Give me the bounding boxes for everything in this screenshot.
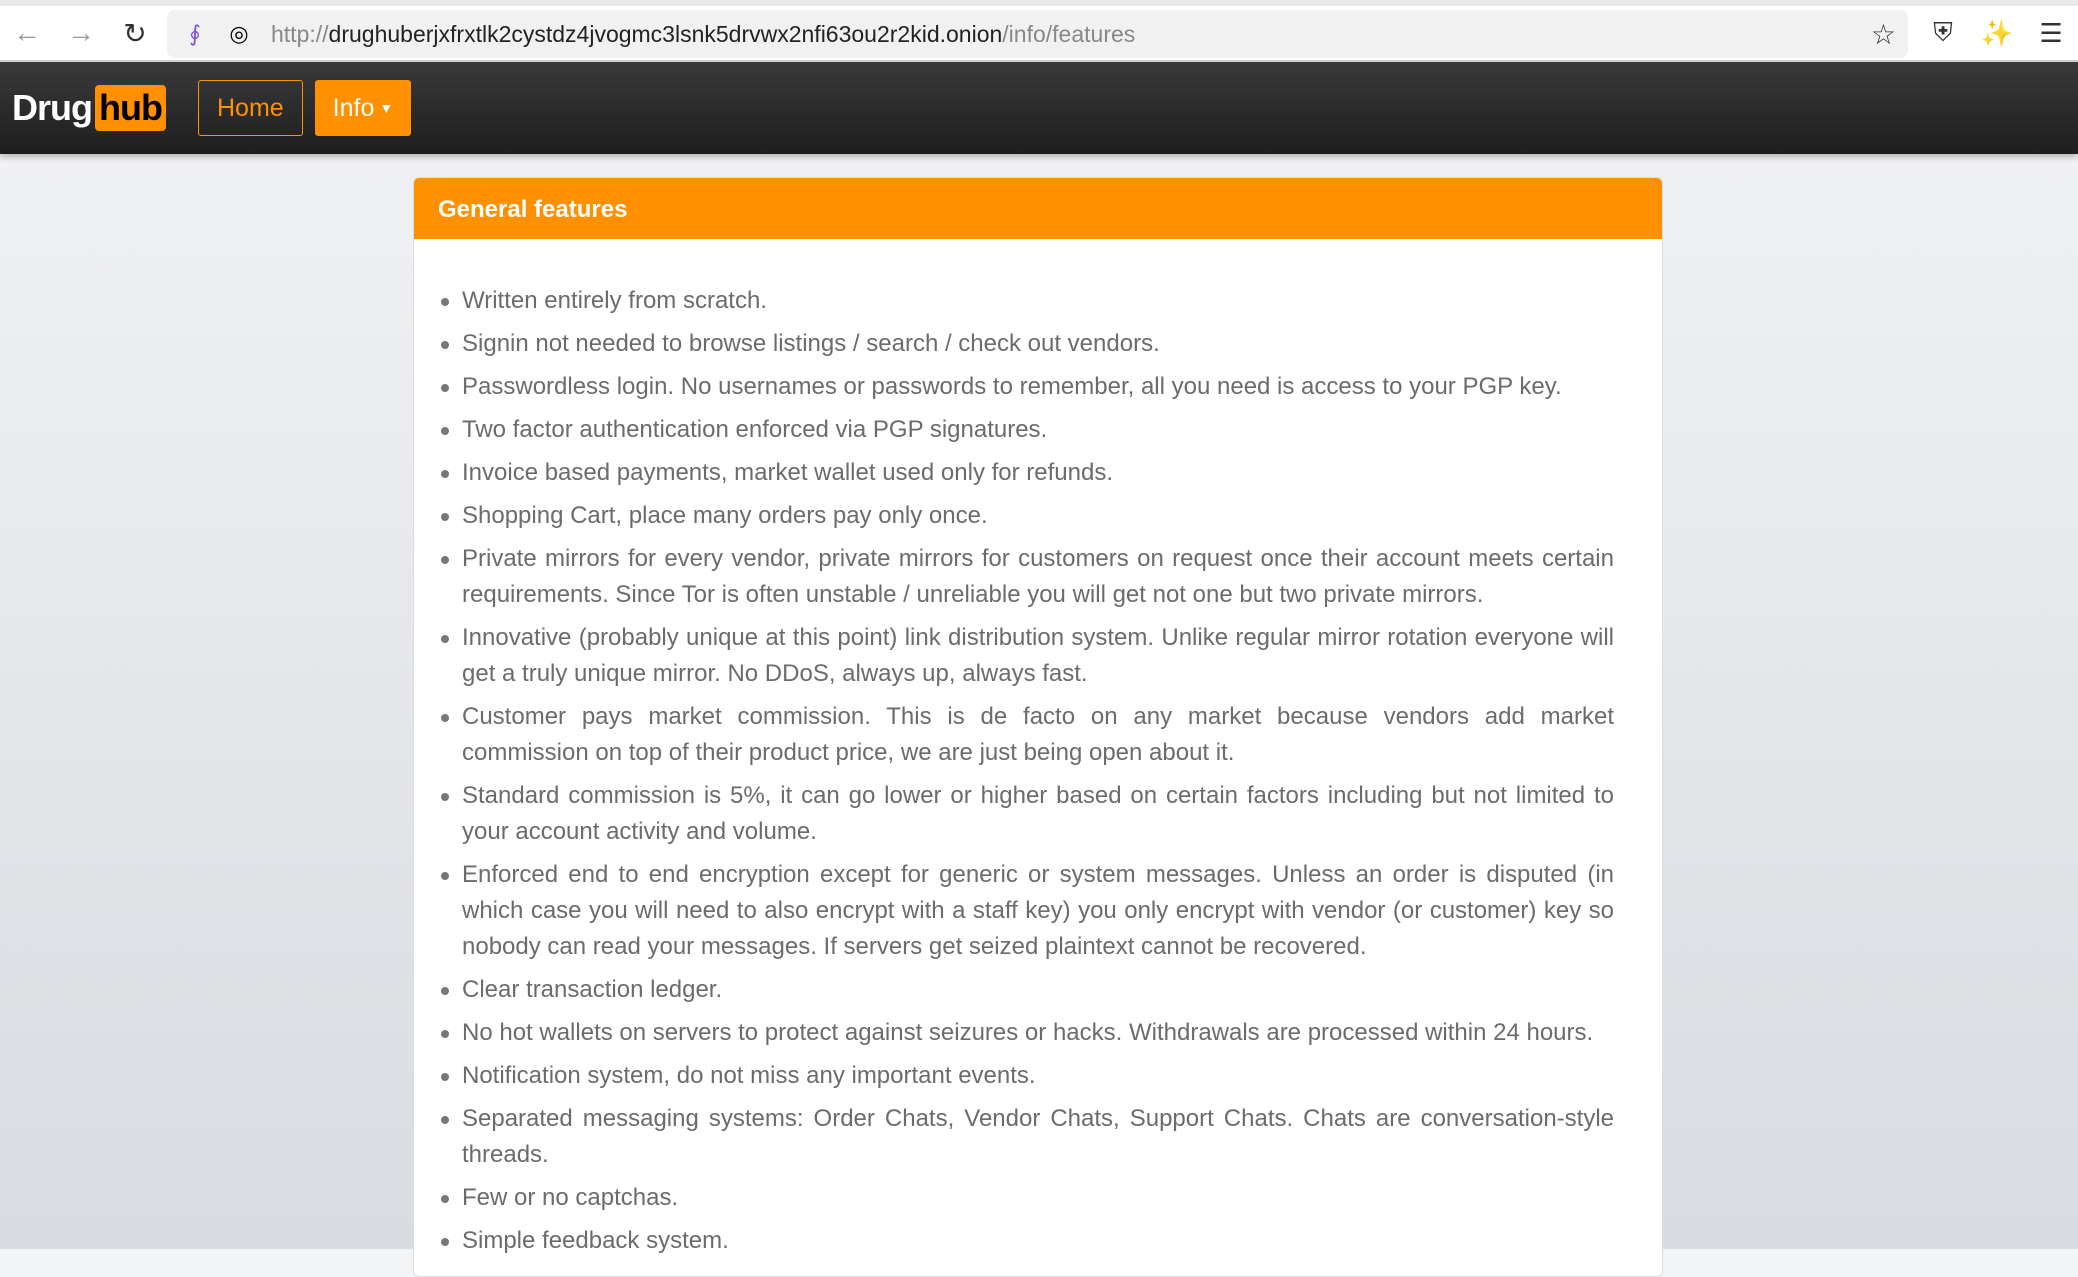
feature-item: No hot wallets on servers to protect against seizures or hacks. Withdrawals are processed within 24 hours. — [462, 1015, 1614, 1051]
address-bar[interactable] — [167, 10, 1908, 58]
feature-item: Two factor authentication enforced via PGP signatures. — [462, 412, 1614, 448]
feature-item: Enforced end to end encryption except for generic or system messages. Unless an order is disputed (in which case you will need to also encrypt with a staff key) you only encrypt with vendor (or customer) key so nobody can read your messages. If servers get seized plaintext cannot be recovered. — [462, 857, 1614, 965]
url-text[interactable] — [271, 21, 1135, 48]
feature-item: Written entirely from scratch. — [462, 283, 1614, 319]
onion-icon[interactable]: ◎ — [229, 21, 249, 46]
menu-icon[interactable]: ☰ — [2039, 17, 2063, 48]
back-icon[interactable]: ← — [13, 17, 41, 48]
feature-item: Passwordless login. No usernames or passwords to remember, all you need is access to your PGP key. — [462, 369, 1614, 405]
url-path: /info/features — [1002, 20, 1136, 47]
feature-item: Separated messaging systems: Order Chats, Vendor Chats, Support Chats. Chats are conversation-style threads. — [462, 1101, 1614, 1173]
features-card — [413, 177, 1663, 1277]
feature-item: Shopping Cart, place many orders pay only once. — [462, 498, 1614, 534]
home-button[interactable]: Home — [198, 80, 303, 136]
logo[interactable] — [12, 85, 166, 131]
url-host: drughuberjxfrxtlk2cystdz4jvogmc3lsnk5drvwx2nfi63ou2r2kid.onion — [328, 20, 1003, 47]
tor-circuit-icon[interactable]: ∮ — [189, 21, 201, 46]
bookmark-star-icon[interactable]: ☆ — [1870, 18, 1896, 50]
feature-item: Clear transaction ledger. — [462, 972, 1614, 1008]
browser-toolbar — [0, 0, 2078, 62]
feature-item: Customer pays market commission. This is de facto on any market because vendors add market commission on top of their product price, we are just being open about it. — [462, 699, 1614, 771]
card-title: General features — [414, 178, 1662, 239]
site-navbar — [0, 62, 2078, 154]
features-list — [414, 239, 1662, 1259]
feature-item: Innovative (probably unique at this point) link distribution system. Unlike regular mirror rotation everyone will get a truly unique mirror. No DDoS, always up, always fast. — [462, 620, 1614, 692]
feature-item: Private mirrors for every vendor, private mirrors for customers on request once their account meets certain requirements. Since Tor is often unstable / unreliable you will get not one but two private mirrors. — [462, 541, 1614, 613]
url-scheme: http:// — [271, 20, 329, 47]
feature-item: Simple feedback system. — [462, 1223, 1614, 1259]
caret-down-icon: ▼ — [379, 100, 394, 116]
forward-icon[interactable]: → — [67, 17, 95, 48]
new-identity-broom-icon[interactable]: ✨ — [1980, 17, 2014, 48]
logo-text-drug: Drug — [12, 87, 92, 128]
reload-icon[interactable]: ↻ — [123, 17, 147, 49]
feature-item: Few or no captchas. — [462, 1180, 1614, 1216]
feature-item: Standard commission is 5%, it can go lower or higher based on certain factors including but not limited to your account activity and volume. — [462, 778, 1614, 850]
shield-icon[interactable]: ⛨ — [1933, 17, 1953, 47]
feature-item: Signin not needed to browse listings / search / check out vendors. — [462, 326, 1614, 362]
info-dropdown-button[interactable] — [315, 80, 412, 136]
feature-item: Invoice based payments, market wallet used only for refunds. — [462, 455, 1614, 491]
feature-item: Notification system, do not miss any important events. — [462, 1058, 1614, 1094]
info-label: Info — [332, 93, 375, 122]
logo-text-hub: hub — [95, 85, 166, 131]
